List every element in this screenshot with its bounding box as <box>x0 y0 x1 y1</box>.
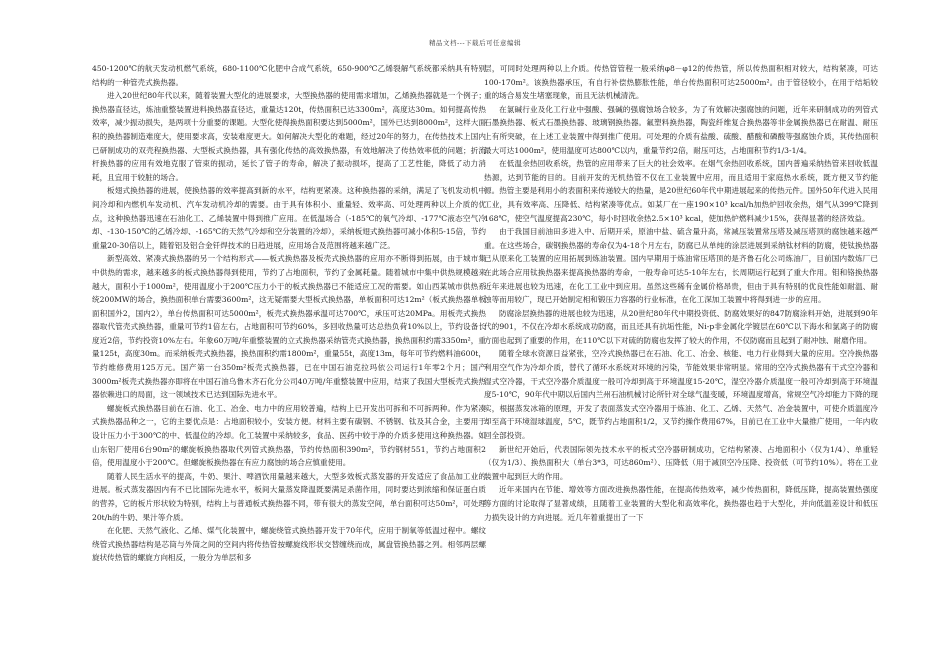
paragraph: 在低温余热回收系统，热管的应用带来了巨大的社会效率。在烟气余热回收系统，国内普遍采纳热管来回收低温热源，达到节能的目的。目前开发的无机热管不仅在工业装置中应用，而且适用于家庭热水系统，既方便又节约能源。热管主要是利用小的表面积来传递较大的热量，是20世纪60年代中期进展起来的传热元件。国外50年代进入民用工业，具有效率高、压降低、结构紧凑等优点。如某厂在一座190×10³ kcal/h加热炉回收余热，烟气从399℃降到168℃，使空气温度提高230℃，每小时回收余热2.5×10³ kcal，使加热炉燃料减少15%，获得显著的经济效益。 <box>484 159 878 223</box>
paragraph: 在氯碱行业及化工行业中强酸、强碱的强腐蚀场合较多，为了有效解决强腐蚀的问题，近年来研制成功的列管式石墨换热器、板式石墨换热器、玻璃钢换热器。氟塑料换热器，陶瓷纤维复合换热器等非金属换热器已在耐温、耐压上有所突破，在上述工业装置中得到推广使用。可处理的介质有盐酸、硫酸、醋酸和磷酸等强腐蚀介质，其传热面积最大可达1000m²，使用温度可达800℃以内，重量节约2倍，耐压可达，占地面积节约1/3-1/4。 <box>484 104 878 155</box>
paragraph: 450-1200℃的航天发动机燃气系统，680-1100℃化肥中合成气系统，650-900℃乙烯裂解气系统都采纳具有特别结构的一种管壳式换热器。 <box>92 64 486 87</box>
paragraph: 随着全球水资源日益紧张，空冷式换热器已在石油、化工、冶金、核能、电力行业得到大量的应用。空冷换热器利用空气作为冷却介质，替代了循环水系统对环境的污染，节能效果非常明显。常用的空冷式换热器有干式空冷器和湿式空冷器，干式空冷器介质温度一般可冷却到高于环境温度15-20℃，湿空冷器介质温度一般可冷却到高于环境温度5-10℃，90年代中期以后国内兰州石油机械讨论所针对全球气温变暖，环境温度增高，常规空气冷却能力下降的现实，根据蒸发冰箱的原理，开发了表面蒸发式空冷器用于炼油、化工、乙烯、天然气、冶金装置中，可使介质温度冷却至高于环境湿球温度，5℃，既节约占地面积1/2，又节约操作费用67%，目前已在工业中大量推广使用，一年内收回全部投资。 <box>484 349 878 441</box>
paragraph: 由于我国目前油田多进入中、后期开采，原油中盐、硫含量升高，常减压装置常压塔及减压塔顶的腐蚀越来越严重。在这些场合，碳钢换热器的寿命仅为4-18个月左右，防腐已从单纯的涂层进展到采纳钛材料的防腐，使钛换热器已从原来化工装置的应用拓展到炼油装置。国内早期用于炼油常压塔顶的是齐鲁石化公司炼油厂，目前国内数炼厂已在此场合应用钛换热器来提高换热器的寿命，一般寿命可达5-10年左右，长周期运行起到了重大作用。钼和铬换热器近年来进展也较为迅速，在化工工业中到应用。虽然这些稀有金属价格昂贵，但由于具有特别的优良性能如耐温、耐蚀等而用较广，现已开始制定相和锻压力容器的行业标准，在化工深加工装置中将得到进一步的应用。 <box>484 227 878 305</box>
paragraph: 螺旋板式换热器目前在石油、化工、冶金、电力中的应用较普遍，结构上已开发出可拆和不可拆两种。作为紧凑式换热器品种之一，它的主要优点是：占地面积较小，安装方便。材料主要有碳钢、不锈钢、钛及其合金，主要用于设计压力小于300℃的中、低温位的冷却。化工装置中采纳较多，食品、医药中较于净的介质多使用这种换热器。如山东铝厂使用6台90m²的螺旋板换热器取代列管式换热器，节约传热面积390m²，节约钢材551，节约占地面积2倍，使用温度小于200℃。但螺旋板换热器在有应力腐蚀的场合应慎重使用。 <box>92 403 486 468</box>
paragraph: 新型高效、紧凑式换热器的另一个结构形式——板式换热器及板壳式换热器的应用亦不断得到拓展，由于城市集中供热的需求，越来越多的板式换热器得到使用，节约了占地面积，节约了金属耗量。随着城市中集中供热规模越来越大，面积小于1000m²，使用温度小于200℃压力小于的板式换热器已不能适应工况的需要。如山西某城市供热系统200MW的场合，换热面积单台需要3600m²，这无疑需要大型板式换热器，单板面积可达12m²（板式换热器单板面积国外2，国内2），单台传热面积可达5000m²，板壳式换热器承温可达700℃，承压可达20MPa。用板壳式换热器取代管壳式换热器，重量可节约1倍左右，占地面积可节约60%，多回收热量可达总热负荷10%以上，节约设备长度近2倍，节约投资10%左右。年象60万吨/年重整装置的立式换热器采纳管壳式换热器，换热面积约需3350m²，重量125t，高度30m。而采纳板壳式换热器，换热面积约需1800m²，重量55t，高度13m，每年可节约燃料油600t，节约维修费用125万元。国产第一台350m²板壳式换热器，已在中国石油克拉玛依公司运行1年零2个月；国产3000m²板壳式换热器亦即将在中国石油乌鲁木齐石化分公司40万吨/年重整装置中应用，结束了我国大型板壳式换热器依赖进口的局面，这一领域技术已达到国际先进水平。 <box>92 254 486 400</box>
page-header: 精品文档---下载后可任意编辑 <box>428 39 522 47</box>
paragraph: 随着人民生活水平的提高，牛奶、果汁、啤酒饮用量越来越大，大型多效板式蒸发器的开发适应了食品加工业的进展。板式蒸发器因内有不已比国际先进水平，板间大量蒸发降温既要满足杀菌作用，同时要达到浓缩和保证蛋白质的营养，它的板片形状较为特别，结构上与普通板式换热器不同，带有很大的蒸发空间，单台面积可达50m²，可处理20t/h的牛奶、果汁等介质。 <box>92 471 486 522</box>
paragraph: 层，可同时处理两种以上介质。传热管管程一般采纳φ8－φ12的传热管，所以传热面积相对较大，结构紧凑，可达100-170m²。该换热器承压，有自行补偿热膨胀性能，单台传热面积可达25000m²。由于管径较小，在用于结垢较重的场合易发生堵塞现象，而且无法机械清洗。 <box>484 64 878 101</box>
paragraph: 近年来国内在节能、增效等方面改进换热器性能，在提高传热效率，减少传热面积，降低压降，提高装置热强度等方面的讨论取得了显著成绩，且随着工业装置的大型化和高效率化，换热器也趋于大型化，并向低温差设计和低压力损失设计的方向进展。近几年着重提出了一下 <box>484 485 878 522</box>
paragraph: 进入20世纪80年代以来，随着装置大型化的进展要求，大型换热器的使用需求增加，乙烯换热器就是一个例子；换热器直径达，炼油重整装置进料换热器直径达，重量达120t，传热面积已达3300m²，高度达30m。如何提高传热效率，减少振动损失，是两项十分重要的课题。大型化使得换热面积要达到5000m²，国外已达到8000m²，这样大面积的换热器制造难度大，使用要求高，安装难度更大。如何解决大型化的难题，经过20年的努力，在传热技术上国内已研制成功的双壳程换热器、大型板式换热器，具有强化传热的高效换热器，有效地解决了传热效率低的问题；折流杆换热器的应用有效地克服了管束的振动，延长了管子的寿命，解决了振动损坏，提高了工艺性能，降低了动力消耗，且宜用于较脏的场合。 <box>92 91 486 182</box>
paragraph: 新世纪开始后，代表国际领先技术水平的板式空冷器研制成功，它结构紧凑、占地面积小（仅为1/4）、单重轻（仅为1/3）、换热面积大（单台3*3，可达860m²）、压降低（用于减顶空冷压降、投资低（可节约10%）。将在工业装置中起到巨大的作用。 <box>484 444 878 481</box>
right-column <box>484 62 878 658</box>
paragraph: 防腐涂层换热器的进展也较为迅速，从20世纪80年代中期投资低、防腐效果好的847防腐涂料开始，进展到90年代的901，不仅在冷却水系统成功防腐，而且还具有抗垢性能，Ni-p非金属化学镀层在60℃以下海水和氯离子的防腐方面也起到了重要的作用，在110℃以下对硫的防腐也发挥了较大的作用，不仅防腐而且起到了耐冲蚀、耐磨作用。 <box>484 308 878 345</box>
left-column <box>92 62 486 658</box>
paragraph: 板翅式换热器的进展，使换热器的效率提高到新的水平，结构更紧凑。这种换热器的采纳，满足了飞机发动机中间冷却和内燃机车发动机、汽车发动机冷却的需要。由于具有体积小、重量轻、效率高、可处理两种以上介质的优点，这种换热器迅速在石油化工、乙烯装置中得到推广应用。在低温场合（-185℃的氧气冷却、-177℃液态空气冷却、-130-150℃的乙烯冷却、-165℃的天然气冷却和空分装置的冷却），采纳板翅式换热器可减小体积5-15倍，节约重量20-30倍以上，随着铝及铝合金钎焊技术的日趋进展，应用场合及范围将越来越广泛。 <box>92 186 486 250</box>
paragraph: 在化肥、天然气液化、乙烯、煤气化装置中，螺旋绕管式换热器开发于70年代，应用于制氧等低温过程中。螺纹绕管式换热器结构是芯筒与外筒之间的空间内将传热管按螺旋线形状交替缠绕而成，属盘管换热器之列。相邻两层螺旋状传热管的螺旋方向相反，一般分为单层和多 <box>92 526 486 563</box>
